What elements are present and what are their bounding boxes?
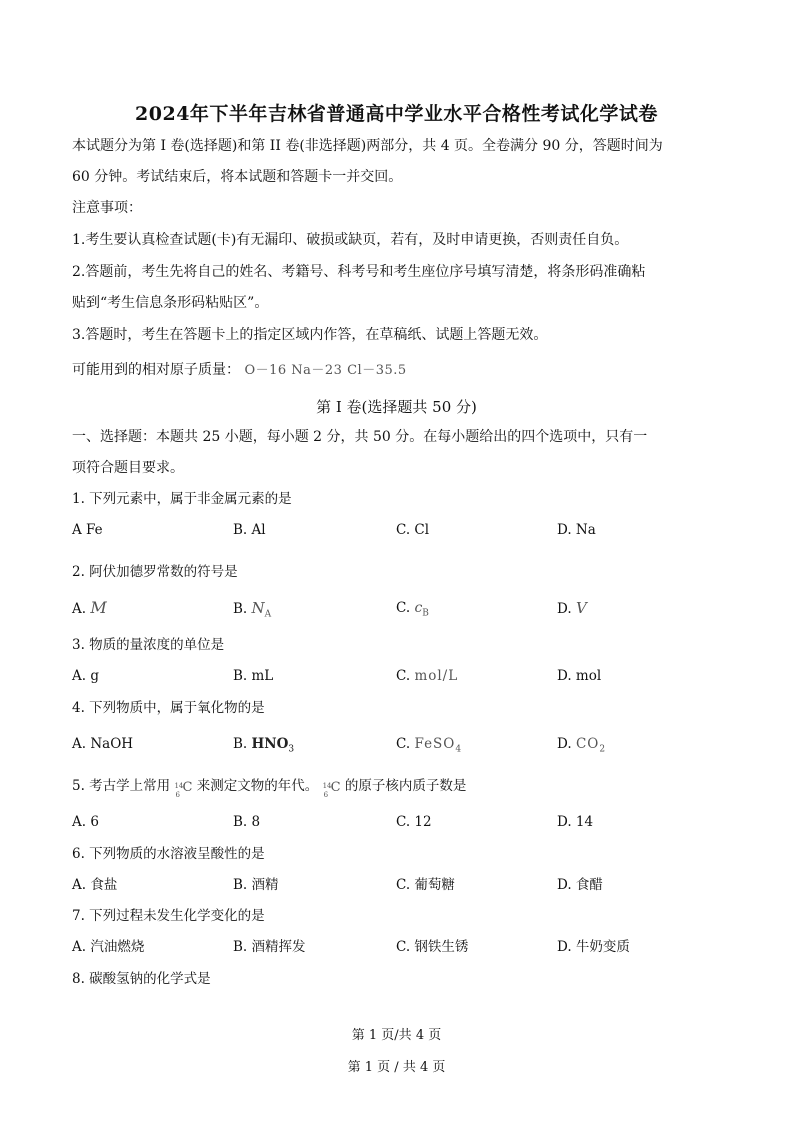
q7-option-c: C. 钢铁生锈	[396, 939, 469, 955]
q2-symbol-b-sub: A	[264, 609, 272, 620]
q4-formula-d: CO	[575, 736, 600, 752]
section-title: 第 I 卷(选择题共 50 分)	[316, 398, 477, 416]
q6-option-c: C. 葡萄糖	[396, 877, 455, 893]
intro-line-2: 60 分钟。考试结束后，将本试题和答题卡一并交回。	[72, 169, 403, 185]
question-4-stem: 4. 下列物质中，属于氧化物的是	[72, 700, 265, 716]
question-2-stem: 2. 阿伏加德罗常数的符号是	[72, 564, 238, 580]
q4-option-c	[396, 734, 461, 760]
page-footer-inner: 第 1 页/共 4 页	[351, 1028, 442, 1043]
page-title: 2024年下半年吉林省普通高中学业水平合格性考试化学试卷	[135, 103, 658, 125]
question-6-stem: 6. 下列物质的水溶液呈酸性的是	[72, 846, 265, 862]
q7-option-a: A. 汽油燃烧	[72, 939, 145, 955]
q4-formula-c-sub: 4	[455, 744, 462, 755]
q2-option-a	[72, 598, 107, 619]
section-instruction-1: 一、选择题：本题共 25 小题，每小题 2 分，共 50 分。在每小题给出的四个选项中，只有一	[72, 429, 648, 445]
q5-option-a: A. 6	[72, 814, 99, 830]
q5-option-c: C. 12	[396, 814, 432, 830]
q5-isotope-1-symbol: C	[182, 779, 193, 795]
page-footer-outer: 第 1 页 / 共 4 页	[347, 1060, 446, 1075]
atomic-mass-label: 可能用到的相对原子质量：	[72, 362, 240, 378]
atomic-mass-values: O－16 Na－23 Cl－35.5	[244, 363, 407, 378]
q5-option-d: D. 14	[557, 814, 594, 830]
q4-formula-c: FeSO	[414, 736, 456, 752]
q5-isotope-1-number: 6	[175, 790, 180, 799]
atomic-mass-line	[72, 360, 407, 381]
q6-option-b: B. 酒精	[233, 877, 279, 893]
q7-option-d: D. 牛奶变质	[557, 939, 630, 955]
q5-option-b: B. 8	[233, 814, 261, 830]
q3-unit: mol/L	[414, 668, 459, 684]
note-2b: 贴到“考生信息条形码粘贴区”。	[72, 295, 269, 311]
question-7-stem: 7. 下列过程未发生化学变化的是	[72, 908, 265, 924]
notice-heading: 注意事项：	[72, 200, 142, 216]
q5-isotope-1	[174, 778, 193, 799]
q1-option-b: B. Al	[233, 522, 266, 538]
q5-isotope-2-number: 6	[323, 790, 329, 799]
q1-option-c: C. Cl	[396, 522, 430, 538]
question-5-stem	[72, 776, 467, 799]
intro-line-1: 本试题分为第 I 卷(选择题)和第 II 卷(非选择题)两部分，共 4 页。全卷满分 90 分，答题时间为	[72, 138, 663, 154]
section-instruction-2: 项符合题目要求。	[72, 460, 184, 476]
q2-option-d-label: D.	[557, 601, 576, 617]
q1-option-d: D. Na	[557, 522, 596, 538]
q2-symbol-c-sub: B	[422, 608, 429, 619]
q6-option-d: D. 食醋	[557, 877, 603, 893]
q2-symbol-a: M	[90, 598, 107, 617]
q1-option-a: A Fe	[72, 522, 103, 538]
q5-stem-part-b: 来测定文物的年代。	[196, 778, 319, 794]
q2-option-c-label: C.	[396, 600, 415, 616]
q2-symbol-b: N	[251, 599, 265, 617]
q2-option-d	[557, 598, 587, 619]
q5-isotope-2	[322, 778, 341, 799]
q4-option-b	[233, 734, 294, 760]
q4-option-d-label: D.	[557, 736, 576, 752]
q4-formula-d-sub: 2	[599, 744, 606, 755]
q3-option-c	[396, 666, 458, 686]
question-1-stem: 1. 下列元素中，属于非金属元素的是	[72, 491, 292, 507]
q4-option-c-label: C.	[396, 736, 415, 752]
q5-stem-part-a: 5. 考古学上常用	[72, 778, 171, 794]
q4-option-a: A. NaOH	[72, 736, 134, 752]
q4-formula-b: HNO	[251, 736, 289, 752]
q5-isotope-1-mass: 14	[174, 781, 184, 790]
q2-option-a-label: A.	[72, 601, 91, 617]
q4-formula-b-sub: 3	[288, 744, 295, 755]
q5-stem-part-c: 的原子核内质子数是	[344, 778, 467, 794]
q6-option-a: A. 食盐	[72, 877, 118, 893]
note-2a: 2.答题前，考生先将自己的姓名、考籍号、科考号和考生座位序号填写清楚，将条形码准确粘	[72, 264, 646, 280]
q2-symbol-c: c	[414, 600, 423, 616]
note-1: 1.考生要认真检查试题(卡)有无漏印、破损或缺页，若有，及时申请更换，否则责任自负。	[72, 232, 629, 248]
question-8-stem: 8. 碳酸氢钠的化学式是	[72, 971, 211, 987]
q3-option-c-label: C.	[396, 668, 415, 684]
q4-option-d	[557, 734, 605, 760]
question-3-stem: 3. 物质的量浓度的单位是	[72, 637, 225, 653]
q3-option-a: A. g	[72, 668, 99, 684]
q7-option-b: B. 酒精挥发	[233, 939, 306, 955]
q2-option-b-label: B.	[233, 601, 252, 617]
q5-isotope-2-mass: 14	[322, 781, 332, 790]
q2-symbol-d: V	[575, 599, 587, 617]
q2-option-b	[233, 598, 271, 625]
q5-isotope-2-symbol: C	[330, 779, 341, 795]
note-3: 3.答题时，考生在答题卡上的指定区域内作答，在草稿纸、试题上答题无效。	[72, 327, 548, 343]
q4-option-b-label: B.	[233, 736, 252, 752]
q2-option-c	[396, 598, 429, 624]
q3-option-b: B. mL	[233, 668, 274, 684]
q3-option-d: D. mol	[557, 668, 602, 684]
